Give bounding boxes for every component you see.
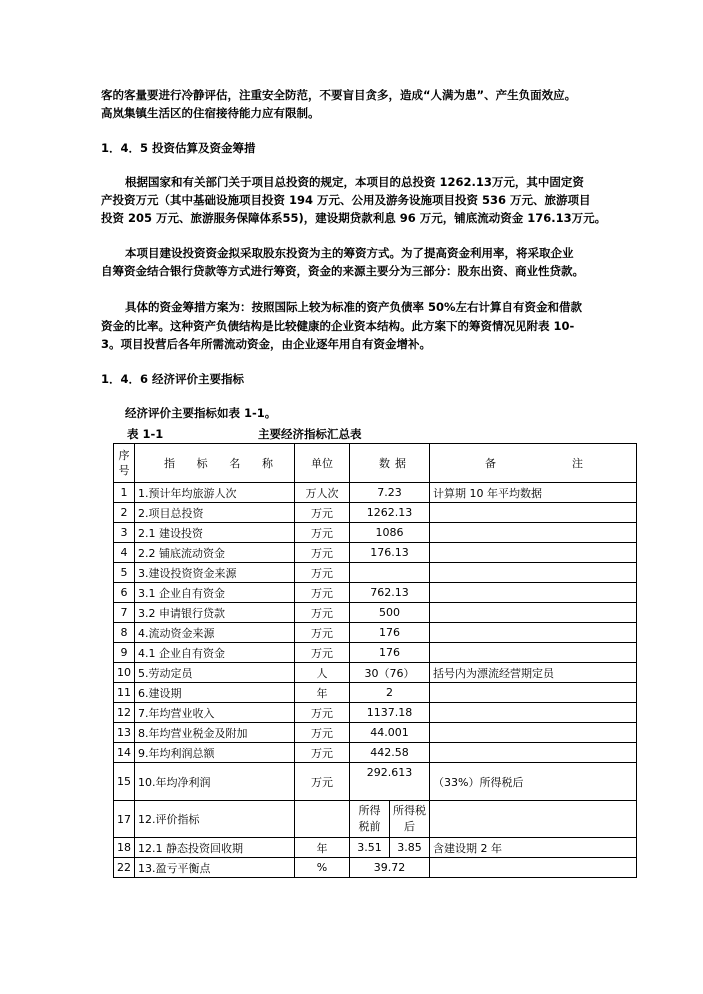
row-pre-tax-header [350, 801, 390, 838]
row-seq: 8 [114, 623, 135, 643]
row-value: 500 [350, 603, 430, 623]
pre-tax-line-1: 所得 [358, 804, 381, 817]
row-seq: 4 [114, 543, 135, 563]
row-unit: 万元 [295, 583, 350, 603]
paragraph-2-line-3: 投资 205 万元、旅游服务保障体系55)，建设期贷款利息 96 万元，铺底流动资金 176.13万元。 [101, 211, 607, 225]
row-remark [430, 503, 637, 523]
row-seq: 10 [114, 663, 135, 683]
table-row-17 [114, 801, 637, 838]
paragraph-1-line-2: 高岚集镇生活区的住宿接待能力应有限制。 [101, 106, 320, 120]
row-remark [430, 683, 637, 703]
row-value: 2 [350, 683, 430, 703]
row-seq: 2 [114, 503, 135, 523]
row-name: 4.流动资金来源 [135, 623, 295, 643]
table-row-18 [114, 838, 637, 858]
row-seq: 9 [114, 643, 135, 663]
row-unit: 万元 [295, 643, 350, 663]
row-seq: 12 [114, 703, 135, 723]
table-header-row [114, 444, 637, 483]
row-remark [430, 723, 637, 743]
row-remark [430, 603, 637, 623]
row-name: 10.年均净利润 [135, 763, 295, 801]
post-tax-line-2: 后 [404, 820, 415, 833]
header-name-char-4: 称 [261, 457, 273, 470]
row-remark [430, 801, 637, 838]
row-seq: 11 [114, 683, 135, 703]
table-row [114, 563, 637, 583]
row-unit: 万元 [295, 723, 350, 743]
row-pre-value: 3.51 [350, 838, 390, 858]
row-seq: 18 [114, 838, 135, 858]
row-value: 44.001 [350, 723, 430, 743]
row-seq: 22 [114, 858, 135, 878]
header-indicator-name [135, 444, 295, 483]
row-remark [430, 703, 637, 723]
row-name: 7.年均营业收入 [135, 703, 295, 723]
table-row-22 [114, 858, 637, 878]
paragraph-2-line-1: 根据国家和有关部门关于项目总投资的规定，本项目的总投资 1262.13万元，其中固定资 [125, 175, 584, 189]
table-row [114, 723, 637, 743]
post-tax-line-1: 所得税 [393, 804, 426, 817]
header-seq-1: 序 [118, 449, 130, 462]
header-data-char-2: 据 [395, 457, 406, 470]
paragraph-4-line-1: 具体的资金筹措方案为：按照国际上较为标准的资产负债率 50%左右计算自有资金和借款 [125, 300, 583, 314]
header-remark-char-2: 注 [572, 457, 583, 470]
row-name: 9.年均利润总额 [135, 743, 295, 763]
header-data [350, 444, 430, 483]
table-row [114, 743, 637, 763]
row-remark [430, 523, 637, 543]
row-seq: 1 [114, 483, 135, 503]
header-seq [114, 444, 135, 483]
row-name: 2.2 铺底流动资金 [135, 543, 295, 563]
row-value: 30（76） [350, 663, 430, 683]
table-row [114, 483, 637, 503]
row-name: 4.1 企业自有资金 [135, 643, 295, 663]
row-remark: 括号内为漂流经营期定员 [430, 663, 637, 683]
row-seq: 7 [114, 603, 135, 623]
header-data-char-1: 数 [379, 457, 390, 470]
paragraph-4-line-2: 资金的比率。这种资产负债结构是比较健康的企业资本结构。此方案下的筹资情况见附表 10- [101, 319, 575, 333]
row-unit: 人 [295, 663, 350, 683]
table-title: 主要经济指标汇总表 [258, 427, 362, 441]
row-value: 1262.13 [350, 503, 430, 523]
row-name: 8.年均营业税金及附加 [135, 723, 295, 743]
row-remark [430, 543, 637, 563]
header-remark-char-1: 备 [485, 457, 496, 470]
row-remark: 计算期 10 年平均数据 [430, 483, 637, 503]
row-name: 3.1 企业自有资金 [135, 583, 295, 603]
row-seq: 3 [114, 523, 135, 543]
table-row [114, 543, 637, 563]
row-value: 176.13 [350, 543, 430, 563]
paragraph-3-line-2: 自筹资金结合银行贷款等方式进行筹资，资金的来源主要分为三部分：股东出资、商业性贷款。 [101, 264, 584, 278]
row-name: 12.评价指标 [135, 801, 295, 838]
row-value: 292.613 [350, 763, 430, 801]
table-row [114, 503, 637, 523]
row-name: 2.项目总投资 [135, 503, 295, 523]
row-remark: （33%）所得税后 [430, 763, 637, 801]
row-unit: 万元 [295, 503, 350, 523]
row-unit: 年 [295, 838, 350, 858]
row-value: 39.72 [350, 858, 430, 878]
row-remark: 含建设期 2 年 [430, 838, 637, 858]
row-unit: 万元 [295, 763, 350, 801]
table-row [114, 663, 637, 683]
table-row [114, 643, 637, 663]
row-unit: % [295, 858, 350, 878]
row-name: 13.盈亏平衡点 [135, 858, 295, 878]
header-seq-2: 号 [118, 464, 130, 477]
row-remark [430, 563, 637, 583]
section-heading-1-4-6: 1．4．6 经济评价主要指标 [101, 372, 245, 386]
row-value: 7.23 [350, 483, 430, 503]
row-post-tax-header [390, 801, 430, 838]
row-unit [295, 801, 350, 838]
table-row [114, 623, 637, 643]
row-unit: 万元 [295, 603, 350, 623]
row-unit: 万元 [295, 563, 350, 583]
economic-indicators-table [113, 443, 637, 878]
table-row [114, 683, 637, 703]
row-remark [430, 643, 637, 663]
row-unit: 万人次 [295, 483, 350, 503]
row-remark [430, 583, 637, 603]
header-name-char-3: 名 [229, 457, 241, 470]
pre-tax-line-2: 税前 [358, 820, 381, 833]
row-remark [430, 743, 637, 763]
row-seq: 13 [114, 723, 135, 743]
paragraph-5: 经济评价主要指标如表 1-1。 [125, 406, 277, 420]
row-value: 176 [350, 643, 430, 663]
row-remark [430, 623, 637, 643]
row-seq: 5 [114, 563, 135, 583]
paragraph-2-line-2: 产投资万元（其中基础设施项目投资 194 万元、公用及游务设施项目投资 536 万元、旅游项目 [101, 193, 591, 207]
row-unit: 万元 [295, 743, 350, 763]
row-seq: 15 [114, 763, 135, 801]
row-seq: 17 [114, 801, 135, 838]
row-value: 1086 [350, 523, 430, 543]
row-remark [430, 858, 637, 878]
table-row [114, 583, 637, 603]
paragraph-4-line-3: 3。项目投营后各年所需流动资金，由企业逐年用自有资金增补。 [101, 337, 431, 351]
row-seq: 6 [114, 583, 135, 603]
row-unit: 年 [295, 683, 350, 703]
row-unit: 万元 [295, 523, 350, 543]
paragraph-3-line-1: 本项目建设投资资金拟采取股东投资为主的筹资方式。为了提高资金利用率，将采取企业 [125, 246, 574, 260]
row-value: 442.58 [350, 743, 430, 763]
table-body [114, 483, 637, 763]
table-row [114, 703, 637, 723]
row-value [350, 563, 430, 583]
table-row-15 [114, 763, 637, 801]
row-name: 3.建设投资资金来源 [135, 563, 295, 583]
row-name: 6.建设期 [135, 683, 295, 703]
paragraph-1-line-1: 客的客量要进行冷静评估，注重安全防范，不要盲目贪多，造成“人满为患”、产生负面效应。 [101, 88, 577, 102]
header-name-char-1: 指 [164, 457, 175, 470]
row-name: 1.预计年均旅游人次 [135, 483, 295, 503]
row-post-value: 3.85 [390, 838, 430, 858]
table-row [114, 603, 637, 623]
row-name: 3.2 申请银行贷款 [135, 603, 295, 623]
row-value: 176 [350, 623, 430, 643]
header-name-char-2: 标 [196, 457, 208, 470]
row-unit: 万元 [295, 703, 350, 723]
row-name: 12.1 静态投资回收期 [135, 838, 295, 858]
table-label: 表 1-1 [127, 427, 164, 441]
row-seq: 14 [114, 743, 135, 763]
row-name: 2.1 建设投资 [135, 523, 295, 543]
row-unit: 万元 [295, 623, 350, 643]
row-value: 1137.18 [350, 703, 430, 723]
header-unit: 单位 [295, 444, 350, 483]
section-heading-1-4-5: 1．4．5 投资估算及资金筹措 [101, 141, 256, 155]
row-value: 762.13 [350, 583, 430, 603]
header-remark [430, 444, 637, 483]
row-name: 5.劳动定员 [135, 663, 295, 683]
table-row [114, 523, 637, 543]
row-unit: 万元 [295, 543, 350, 563]
